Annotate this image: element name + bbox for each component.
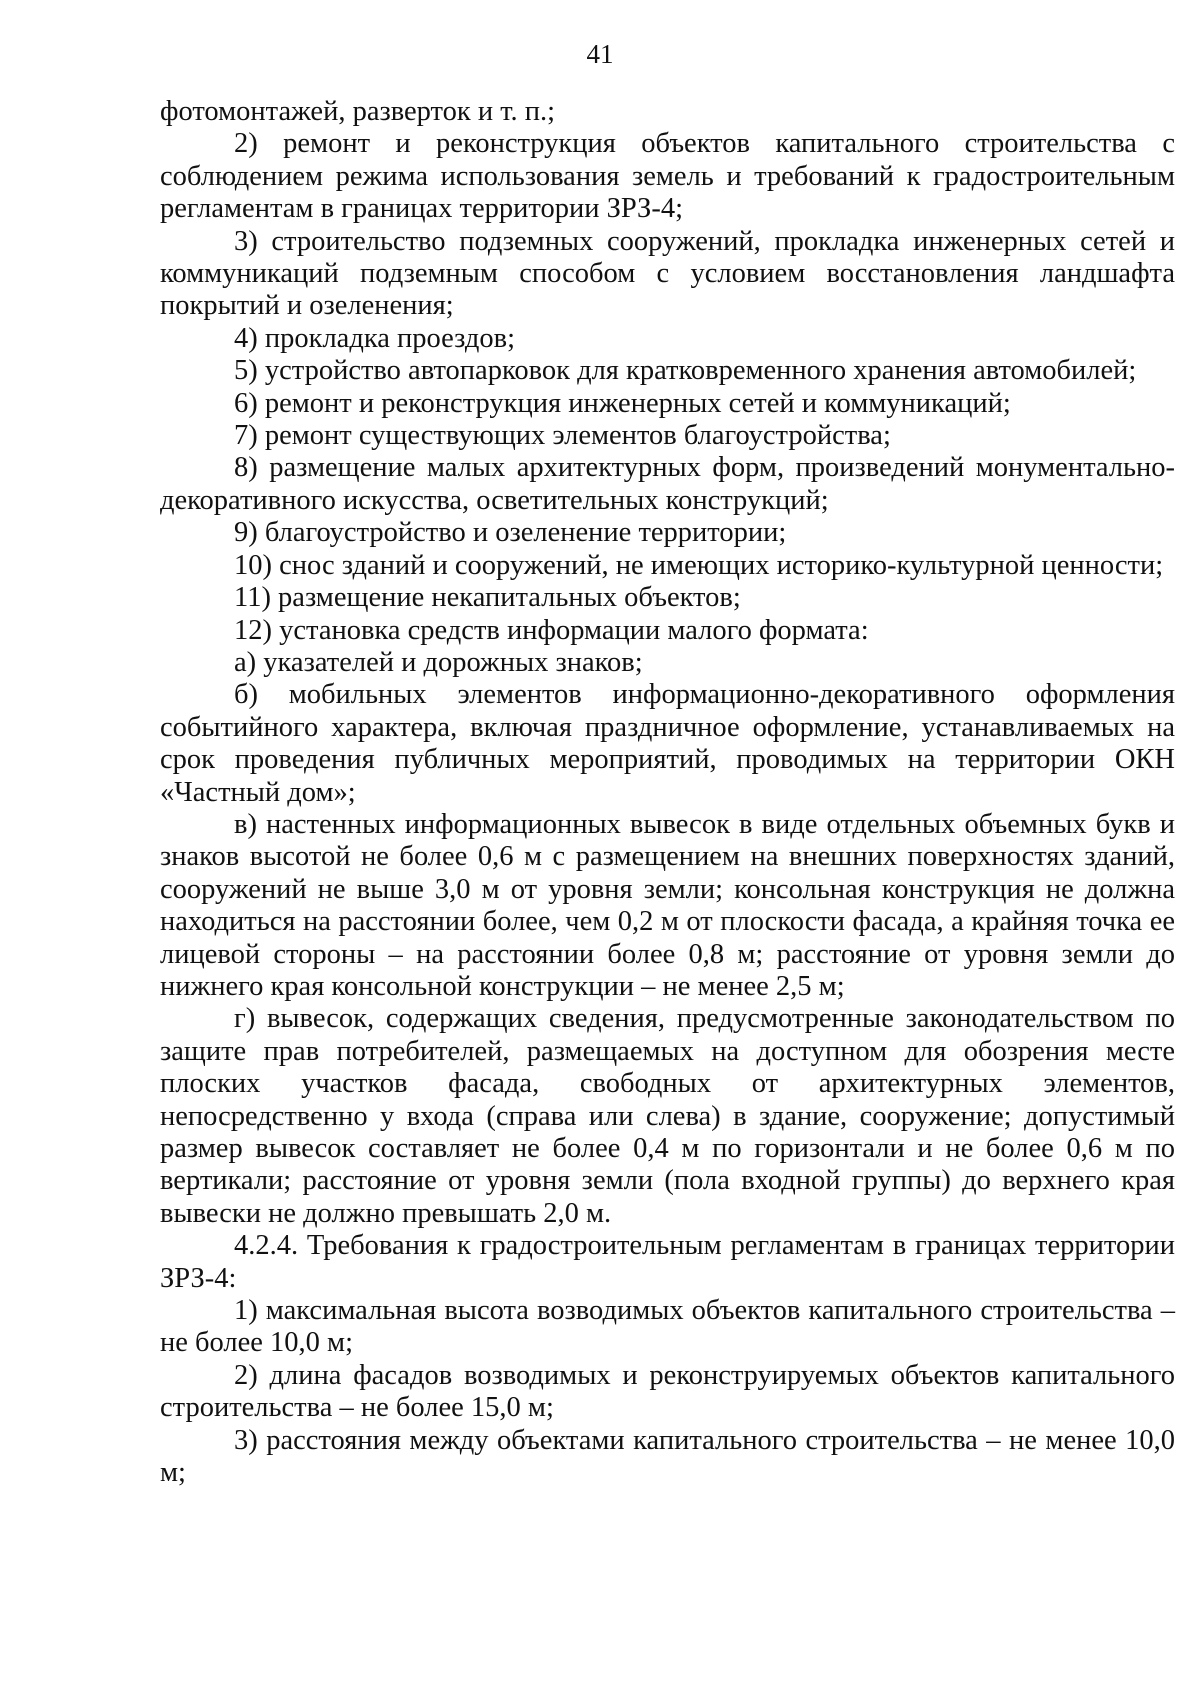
document-body <box>160 96 1175 1489</box>
list-item-8: 8) размещение малых архитектурных форм, произведений монументально-декоративного искусства, осветительных конструкций; <box>160 452 1175 516</box>
list-item-2: 2) ремонт и реконструкция объектов капитального строительства с соблюдением режима использования земель и требований к градостроительным регламентам в границах территории ЗРЗ-4; <box>160 128 1175 225</box>
list-item-6: 6) ремонт и реконструкция инженерных сетей и коммуникаций; <box>234 387 1011 419</box>
requirement-item-2: 2) длина фасадов возводимых и реконструируемых объектов капитального строительства – не более 15,0 м; <box>160 1359 1175 1424</box>
list-item-7: 7) ремонт существующих элементов благоустройства; <box>234 420 891 452</box>
sub-item-v: в) настенных информационных вывесок в виде отдельных объемных букв и знаков высотой не более 0,6 м с размещением на внешних поверхностях зданий, сооружений не выше 3,0 м от уровня земли; консольная конструкция не должна находиться на расстоянии более, чем 0,2 м от плоскости фасада, а крайняя точка ее лицевой стороны – на расстоянии более 0,8 м; расстояние от уровня земли до нижнего края консольной конструкции – не менее 2,5 м; <box>160 808 1175 1002</box>
list-item-5: 5) устройство автопарковок для кратковременного хранения автомобилей; <box>234 355 1137 387</box>
paragraph-continuation: фотомонтажей, разверток и т. п.; <box>160 96 556 127</box>
page-number: 41 <box>586 39 614 69</box>
list-item-10: 10) снос зданий и сооружений, не имеющих историко-культурной ценности; <box>234 549 1164 581</box>
section-heading-4-2-4: 4.2.4. Требования к градостроительным регламентам в границах территории ЗРЗ-4: <box>160 1230 1175 1294</box>
list-item-12: 12) установка средств информации малого формата: <box>234 614 869 646</box>
sub-item-b: б) мобильных элементов информационно-декоративного оформления событийного характера, включая праздничное оформление, устанавливаемых на срок проведения публичных мероприятий, проводимых на территории ОКН «Частный дом»; <box>160 679 1175 808</box>
requirement-item-3: 3) расстояния между объектами капитального строительства – не менее 10,0 м; <box>160 1424 1175 1489</box>
list-item-9: 9) благоустройство и озеленение территории; <box>234 517 787 549</box>
list-item-11: 11) размещение некапитальных объектов; <box>234 582 741 614</box>
list-item-3: 3) строительство подземных сооружений, прокладка инженерных сетей и коммуникаций подземным способом с условием восстановления ландшафта покрытий и озеленения; <box>160 225 1175 322</box>
sub-item-a: а) указателей и дорожных знаков; <box>234 646 643 678</box>
requirement-item-1: 1) максимальная высота возводимых объектов капитального строительства – не более 10,0 м; <box>160 1295 1175 1359</box>
sub-item-g: г) вывесок, содержащих сведения, предусмотренные законодательством по защите прав потребителей, размещаемых на доступном для обозрения месте плоских участков фасада, свободных от архитектурных элементов, непосредственно у входа (справа или слева) в здание, сооружение; допустимый размер вывесок составляет не более 0,4 м по горизонтали и не более 0,6 м по вертикали; расстояние от уровня земли (пола входной группы) до верхнего края вывески не должно превышать 2,0 м. <box>160 1003 1175 1229</box>
list-item-4: 4) прокладка проездов; <box>234 322 515 354</box>
